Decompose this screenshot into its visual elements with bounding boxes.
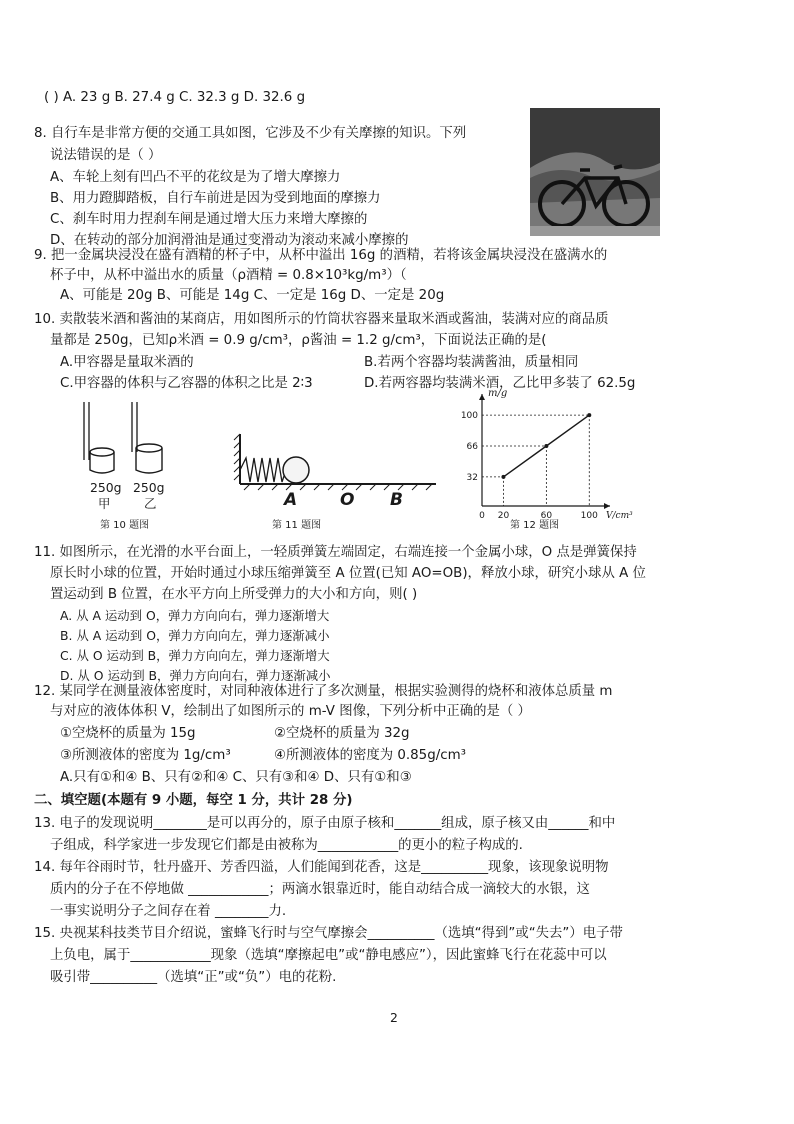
q14-line-1: 14. 每年谷雨时节，牡丹盛开、芳香四溢，人们能闻到花香，这是__________现象，该现象说明物 (34, 860, 609, 875)
x-tick-label: 0 (479, 511, 485, 521)
y-axis-arrow (479, 394, 485, 400)
q14-line-2: 质内的分子在不停地做 ____________；两滴水银靠近时，能自动结合成一滴较大的水银，这 (50, 882, 590, 897)
q9-options: A、可能是 20g B、可能是 14g C、一定是 16g D、一定是 20g (60, 288, 445, 303)
q10-option-b: B.若两个容器均装满酱油，质量相同 (364, 355, 579, 370)
q11-stem-3: 置运动到 B 位置，在水平方向上所受弹力的大小和方向，则( ) (50, 587, 418, 602)
q7-options: ( ) A. 23 g B. 27.4 g C. 32.3 g D. 32.6 g (44, 90, 306, 105)
fig10-caption: 第 10 题图 (100, 520, 150, 531)
q12-statement-3: ③所测液体的密度为 1g/cm³ (60, 748, 231, 763)
q15-line-1: 15. 央视某科技类节目介绍说，蜜蜂飞行时与空气摩擦会__________（选填“得到”或“失去”）电子带 (34, 926, 623, 941)
q12-statement-2: ②空烧杯的质量为 32g (274, 726, 410, 741)
q12-statement-1: ①空烧杯的质量为 15g (60, 726, 196, 741)
q10-option-d: D.若两容器均装满米酒，乙比甲多装了 62.5g (364, 376, 636, 391)
q8-stem: 8. 自行车是非常方便的交通工具如图，它涉及不少有关摩擦的知识。下列 (34, 126, 467, 141)
x-tick-label: 60 (540, 511, 553, 521)
x-tick-label: 20 (497, 511, 510, 521)
q13-line-1: 13. 电子的发现说明________是可以再分的，原子由原子核和_______组成，原子核又由______和中 (34, 816, 616, 831)
q9-stem: 9. 把一金属块浸没在盛有酒精的杯子中，从杯中溢出 16g 的酒精，若将该金属块浸没在盛满水的 (34, 248, 608, 263)
q11-stem-2: 原长时小球的位置，开始时通过小球压缩弹簧至 A 位置(已知 AO=OB)，释放小球，研究小球从 A 位 (50, 566, 646, 581)
fig10-name-left: 甲 (98, 496, 111, 511)
fig12-caption: 第 12 题图 (510, 520, 560, 531)
x-axis-arrow (604, 503, 610, 509)
q12-statement-4: ④所测液体的密度为 0.85g/cm³ (274, 748, 466, 763)
q11-option-a: A. 从 A 运动到 O，弹力方向向右，弹力逐渐增大 (60, 608, 330, 623)
q9-stem-2: 杯子中，从杯中溢出水的质量（ρ酒精 = 0.8×10³kg/m³）（ (50, 268, 407, 283)
q8-option-c: C、刹车时用力捏刹车闸是通过增大压力来增大摩擦的 (50, 212, 368, 227)
fig11-label-b: B (390, 490, 403, 510)
x-tick-label: 100 (580, 511, 598, 521)
q11-option-c: C. 从 O 运动到 B，弹力方向向左，弹力逐渐增大 (60, 648, 330, 663)
fig10-name-right: 乙 (144, 496, 157, 511)
x-axis-label: V/cm³ (606, 511, 633, 521)
data-point (544, 444, 548, 448)
fig11-label-a: A (284, 490, 298, 510)
fig12-mv-chart (458, 388, 633, 522)
fig11-spring-ball (232, 430, 442, 492)
y-axis-label: m/g (488, 388, 508, 399)
q10-option-c: C.甲容器的体积与乙容器的体积之比是 2∶3 (60, 376, 313, 391)
q11-stem: 11. 如图所示，在光滑的水平台面上，一轻质弹簧左端固定，右端连接一个金属小球，O 点是弹簧保持 (34, 545, 637, 560)
q11-option-b: B. 从 A 运动到 O，弹力方向向左，弹力逐渐减小 (60, 628, 330, 643)
fig10-mass-left: 250g (90, 480, 122, 495)
q13-line-2: 子组成，科学家进一步发现它们都是由被称为____________的更小的粒子构成的. (50, 838, 523, 853)
data-point (501, 475, 505, 479)
q15-line-3: 吸引带__________（选填“正”或“负”）电的花粉. (50, 970, 337, 985)
bicycle-photo (530, 108, 660, 236)
q14-line-3: 一事实说明分子之间存在着 ________力. (50, 904, 287, 919)
q10-stem-2: 量都是 250g，已知ρ米酒 = 0.9 g/cm³，ρ酱油 = 1.2 g/cm³，下面说法正确的是( (50, 333, 547, 348)
q12-stem-2: 与对应的液体体积 V，绘制出了如图所示的 m-V 图像，下列分析中正确的是（ ） (50, 704, 531, 719)
section-2-heading: 二、填空题(本题有 9 小题，每空 1 分，共计 28 分) (34, 793, 353, 808)
q8-option-a: A、车轮上刻有凹凸不平的花纹是为了增大摩擦力 (50, 170, 341, 185)
y-tick-label: 66 (466, 442, 478, 452)
data-point (587, 413, 591, 417)
q15-line-2: 上负电，属于____________现象（选填“摩擦起电”或“静电感应”），因此蜜蜂飞行在花蕊中可以 (50, 948, 607, 963)
fig11-label-o: O (340, 490, 355, 510)
q8-option-b: B、用力蹬脚踏板，自行车前进是因为受到地面的摩擦力 (50, 191, 381, 206)
q8-option-d: D、在转动的部分加润滑油是通过变滑动为滚动来减小摩擦的 (50, 233, 409, 248)
page-number: 2 (390, 1010, 398, 1025)
bicycle-icon (530, 108, 660, 236)
q11-option-d: D. 从 O 运动到 B，弹力方向向右，弹力逐渐减小 (60, 668, 331, 683)
q8-stem-2: 说法错误的是（ ） (50, 148, 162, 163)
y-tick-label: 100 (460, 411, 478, 422)
fig10-mass-right: 250g (133, 480, 165, 495)
q12-options: A.只有①和④ B、只有②和④ C、只有③和④ D、只有①和③ (60, 770, 412, 785)
fig11-caption: 第 11 题图 (272, 520, 322, 531)
y-tick-label: 32 (466, 472, 478, 483)
q10-stem: 10. 卖散装米酒和酱油的某商店，用如图所示的竹筒状容器来量取米酒或酱油，装满对应的商品质 (34, 312, 609, 327)
q12-stem: 12. 某同学在测量液体密度时，对同种液体进行了多次测量，根据实验测得的烧杯和液体总质量 m (34, 684, 613, 699)
q10-option-a: A.甲容器是量取米酒的 (60, 355, 194, 370)
